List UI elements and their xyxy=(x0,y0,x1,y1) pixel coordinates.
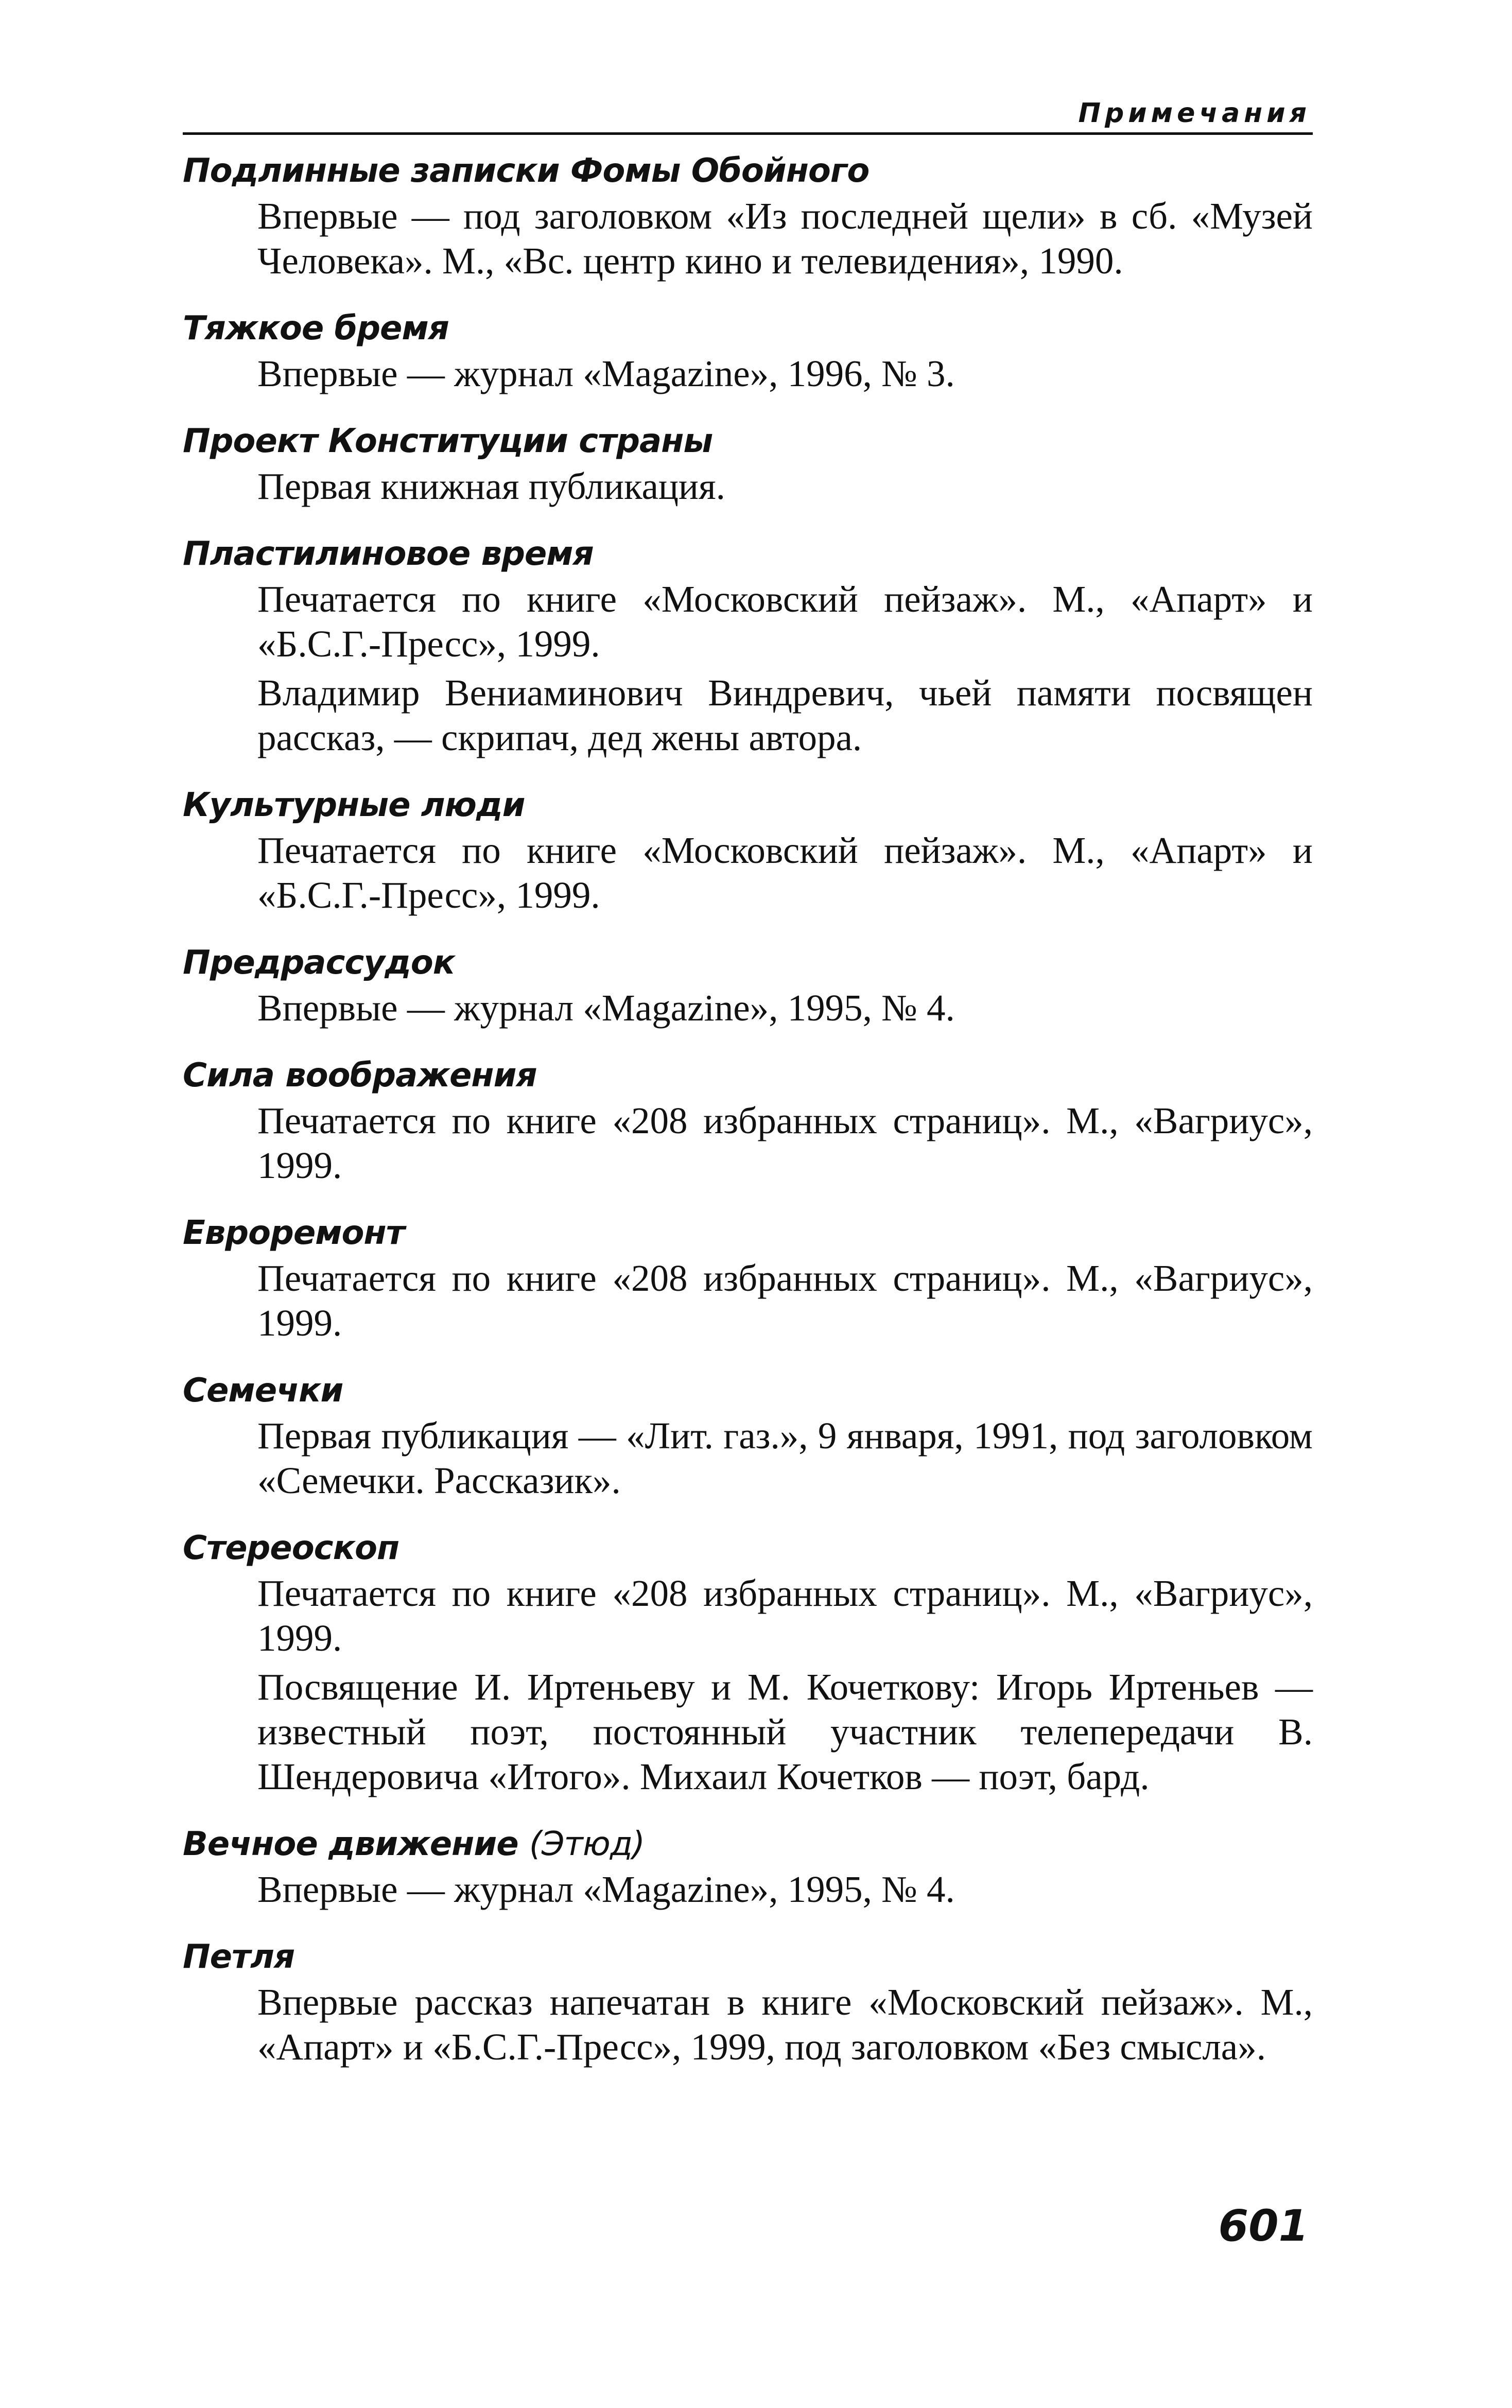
note-entry xyxy=(183,1053,1313,1188)
entry-title: Сила воображения xyxy=(183,1056,537,1095)
entry-title: Евроремонт xyxy=(183,1214,405,1252)
entry-title: Тяжкое бремя xyxy=(183,309,449,348)
header-rule xyxy=(183,132,1313,135)
entry-note: Печатается по книге «Московский пейзаж». М., «Апарт» и «Б.С.Г.-Пресс», 1999. xyxy=(257,829,1313,916)
entry-title: Семечки xyxy=(183,1372,343,1410)
note-entry xyxy=(183,1526,1313,1799)
entry-title: Проект Конституции страны xyxy=(183,422,713,460)
entry-title: Предрассудок xyxy=(183,944,455,982)
note-entry xyxy=(183,531,1313,760)
entry-note: Впервые — под заголовком «Из последней щели» в сб. «Музей Человека». М., «Вс. центр кино и телевидения», 1990. xyxy=(257,195,1313,282)
entry-note: Посвящение И. Иртеньеву и М. Кочеткову: Игорь Иртеньев — известный поэт, постоянный участник телепередачи В. Шендеровича «Итого». Михаил Кочетков — поэт, бард. xyxy=(257,1666,1313,1797)
note-entry xyxy=(183,1210,1313,1345)
note-entry xyxy=(183,1822,1313,1912)
note-entry xyxy=(183,940,1313,1030)
note-entry xyxy=(183,1934,1313,2069)
entry-note: Печатается по книге «208 избранных страниц». М., «Вагриус», 1999. xyxy=(257,1100,1313,1186)
entry-title: Подлинные записки Фомы Обойного xyxy=(183,152,870,190)
entry-note: Печатается по книге «Московский пейзаж». М., «Апарт» и «Б.С.Г.-Пресс», 1999. xyxy=(257,578,1313,665)
entry-note: Впервые рассказ напечатан в книге «Московский пейзаж». М., «Апарт» и «Б.С.Г.-Пресс», 1999, под заголовком «Без смысла». xyxy=(257,1981,1313,2068)
running-head: Примечания xyxy=(1078,98,1311,129)
entry-title: Вечное движение xyxy=(183,1825,518,1863)
note-entry xyxy=(183,419,1313,509)
note-entry xyxy=(183,1368,1313,1503)
book-page xyxy=(183,95,1313,2309)
entry-title-row xyxy=(183,1822,1313,1867)
entry-note: Первая книжная публикация. xyxy=(257,465,725,507)
page-number: 601 xyxy=(1218,2201,1309,2251)
note-entry xyxy=(183,306,1313,396)
entry-note: Первая публикация — «Лит. газ.», 9 января, 1991, под заголовком «Семечки. Рассказик». xyxy=(257,1415,1313,1501)
entry-title: Культурные люди xyxy=(183,786,525,824)
note-entry xyxy=(183,148,1313,283)
entry-note: Печатается по книге «208 избранных страниц». М., «Вагриус», 1999. xyxy=(257,1572,1313,1659)
entry-title: Стереоскоп xyxy=(183,1529,399,1567)
entry-note: Владимир Вениаминович Виндревич, чьей памяти посвящен рассказ, — скрипач, дед жены автора. xyxy=(257,672,1313,758)
entry-subtitle: (Этюд) xyxy=(529,1825,645,1863)
entry-title: Петля xyxy=(183,1938,295,1976)
entry-note: Впервые — журнал «Magazine», 1995, № 4. xyxy=(257,987,955,1029)
entry-note: Впервые — журнал «Magazine», 1996, № 3. xyxy=(257,353,955,394)
entry-note: Впервые — журнал «Magazine», 1995, № 4. xyxy=(257,1868,955,1910)
entry-title: Пластилиновое время xyxy=(183,535,594,573)
note-entry xyxy=(183,783,1313,917)
entry-note: Печатается по книге «208 избранных страниц». М., «Вагриус», 1999. xyxy=(257,1257,1313,1344)
